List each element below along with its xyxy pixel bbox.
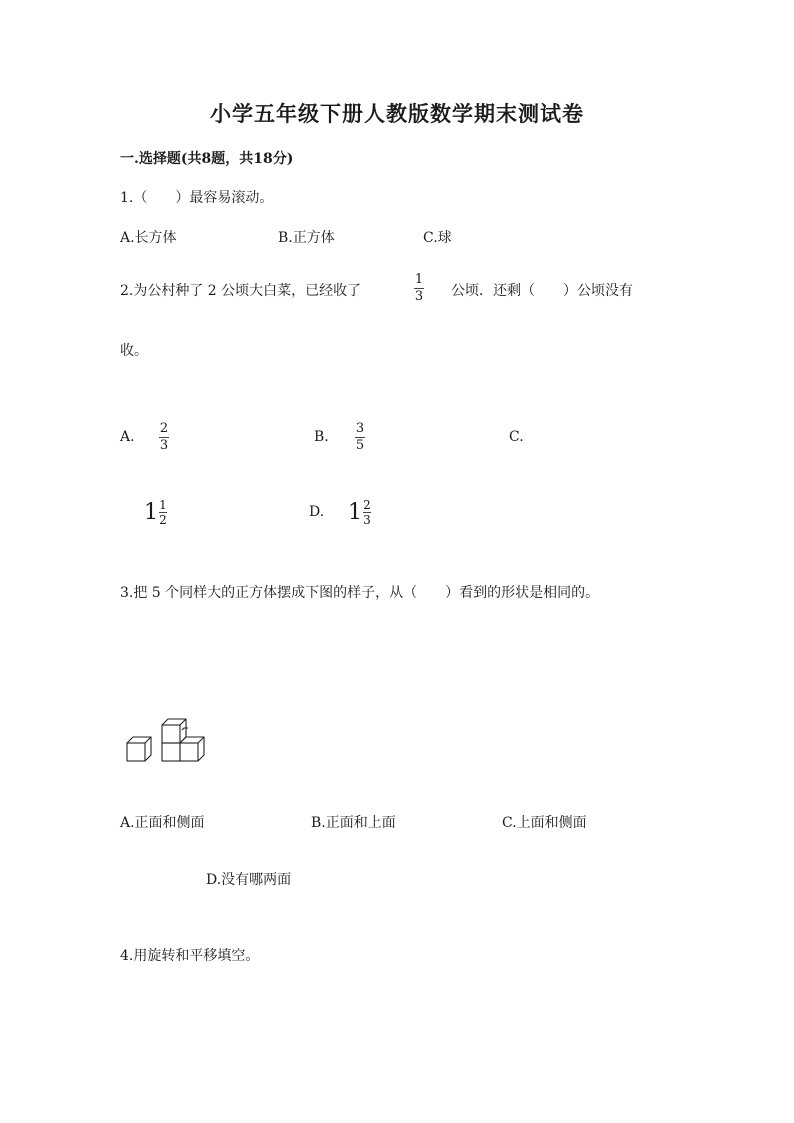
- q2-option-a-label[interactable]: A.: [120, 429, 135, 445]
- q1-option-c[interactable]: C.球: [423, 230, 452, 246]
- fraction-numerator: 2: [159, 421, 169, 436]
- mixed-whole: 1: [144, 500, 158, 525]
- cube-top: [162, 719, 186, 743]
- fraction-numerator: 2: [363, 498, 371, 512]
- question-2-part1: 2.为公村种了 2 公顷大白菜，已经收了: [120, 283, 362, 299]
- q2-option-c-mixed-number[interactable]: [144, 499, 167, 526]
- fraction-denominator: 3: [159, 438, 169, 453]
- cubes-figure: [124, 716, 210, 766]
- q2-option-d-label[interactable]: D.: [309, 504, 325, 520]
- question-2-part2: 公顷．还剩（ ）公顷没有: [451, 283, 633, 299]
- fraction-numerator: 1: [159, 498, 167, 512]
- q3-option-b[interactable]: B.正面和上面: [311, 815, 396, 831]
- q3-option-c[interactable]: C.上面和侧面: [502, 815, 587, 831]
- fraction-numerator: 1: [414, 272, 424, 287]
- q2-option-b-label[interactable]: B.: [314, 429, 329, 445]
- q2-given-fraction: [414, 273, 424, 304]
- q2-option-b-fraction[interactable]: [355, 422, 365, 453]
- cube-hidden-edge: [182, 728, 188, 730]
- fraction-denominator: 3: [414, 289, 424, 304]
- fraction-denominator: 5: [355, 438, 365, 453]
- mixed-whole: 1: [348, 500, 362, 525]
- mixed-fraction: [159, 499, 167, 526]
- q2-option-c-label[interactable]: C.: [509, 429, 524, 445]
- q2-option-a-fraction[interactable]: [159, 422, 169, 453]
- cube-right: [180, 737, 204, 761]
- q3-option-d[interactable]: D.没有哪两面: [206, 872, 292, 888]
- mixed-fraction: [363, 499, 371, 526]
- question-2-line2: 收。: [120, 343, 148, 359]
- fraction-denominator: 2: [159, 513, 167, 527]
- question-4: 4.用旋转和平移填空。: [120, 948, 260, 964]
- question-3: 3.把 5 个同样大的正方体摆成下图的样子，从（ ）看到的形状是相同的。: [120, 585, 600, 601]
- section-heading: 一.选择题(共8题，共18分): [120, 151, 294, 167]
- page-title: 小学五年级下册人教版数学期末测试卷: [210, 101, 584, 126]
- fraction-numerator: 3: [355, 421, 365, 436]
- q1-option-a[interactable]: A.长方体: [120, 230, 177, 246]
- cube-bottom-middle: [162, 743, 180, 761]
- q2-option-d-mixed-number[interactable]: [348, 499, 371, 526]
- q1-option-b[interactable]: B.正方体: [278, 230, 335, 246]
- cube-left: [127, 737, 151, 761]
- q3-option-a[interactable]: A.正面和侧面: [120, 815, 205, 831]
- question-1: 1.（ ）最容易滚动。: [120, 190, 274, 206]
- fraction-denominator: 3: [363, 513, 371, 527]
